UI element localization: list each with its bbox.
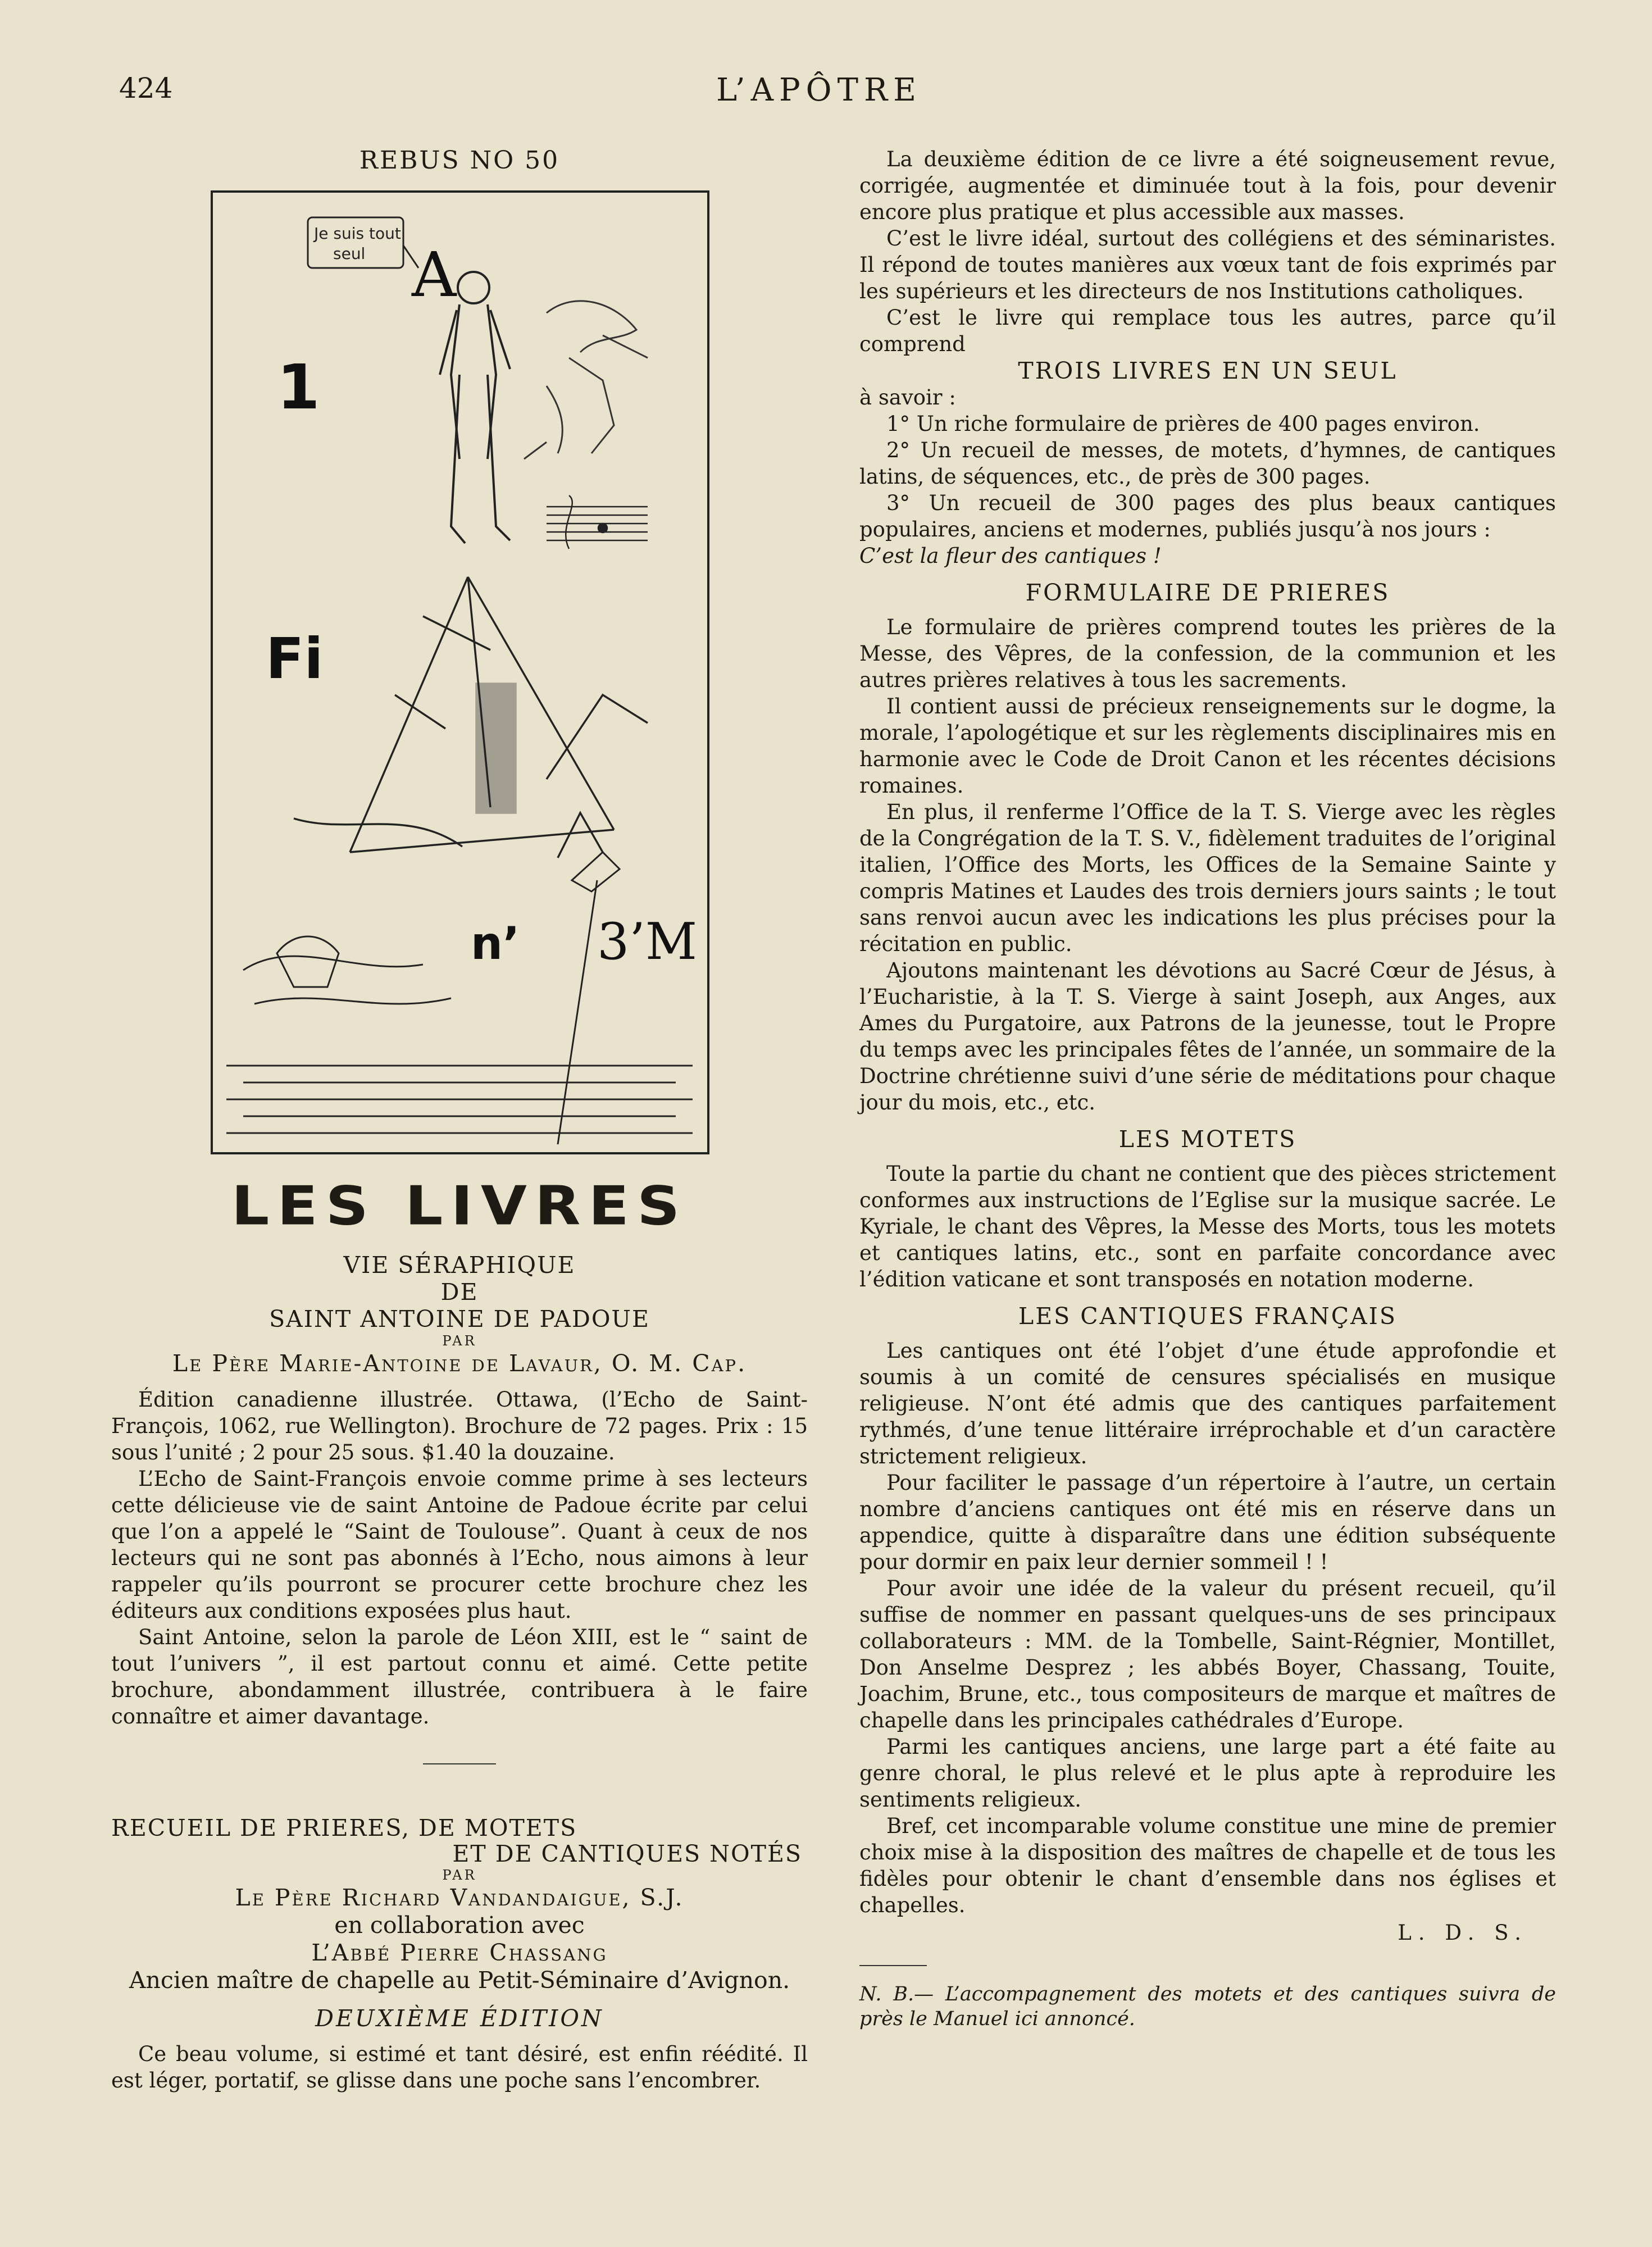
vie-title-1: VIE SÉRAPHIQUE [343,1252,576,1279]
standing-man [440,272,510,543]
recueil-paragraph-1: Ce beau volume, si estimé et tant désiré, est enfin réédité. Il est léger, portatif, se glisse dans une poche sans l’encombrer. [111,2042,808,2093]
formulaire-paragraph-2: Il contient aussi de précieux renseignements sur le dogme, la morale, l’apologétique et sur les règlements disciplinaires mis en harmonie avec le Code de Droit Canon et les récentes décisions romaines. [859,694,1556,798]
left-column [111,146,808,2094]
right-column [859,146,1556,2031]
right-paragraph-1: La deuxième édition de ce livre a été soigneusement revue, corrigée, augmentée et diminuée tout à la fois, pour devenir encore plus pratique et plus accessible aux masses. [859,147,1556,224]
formulaire-paragraph-3: En plus, il renferme l’Office de la T. S. Vierge avec les règles de la Congrégation de la T. S. V., fidèlement traduites de l’original italien, l’Office des Morts, les Offices de la Semaine Sainte y compris Matines et Laudes des trois derniers jours saints ; le tout sans renvoi aucun avec les indications les plus précises pour la récitation en public. [859,800,1556,956]
speech-bubble-text-1: Je suis tout [314,224,401,243]
vie-paragraph-1: Édition canadienne illustrée. Ottawa, (l’Echo de Saint-François, 1062, rue Wellington). Brochure de 72 pages. Prix : 15 sous l’unité ; 2 pour 25 sous. $1.40 la douzaine. [111,1388,808,1464]
recueil-author: Le Père Richard Vandandaigue, S.J. [235,1884,684,1911]
list-item-1: 1° Un riche formulaire de prières de 400 pages environ. [886,412,1480,436]
recueil-coauthor-title: Ancien maître de chapelle au Petit-Séminaire d’Avignon. [129,1967,790,1994]
rebus-title: REBUS NO 50 [359,146,560,175]
recueil-edition: DEUXIÈME ÉDITION [315,2005,604,2032]
footnote-nb: N. B.— L’accompagnement des motets et des cantiques suivra de près le Manuel ici annoncé. [859,1983,1556,2030]
rebus-letter-a: A [412,239,457,311]
motets-paragraph-1: Toute la partie du chant ne contient que des pièces strictement conformes aux instructions de l’Eglise sur la musique sacrée. Le Kyriale, le chant des Vêpres, la Messe des Morts, tous les motets et cantiques latins, etc., sont en parfaite concordance avec l’édition vaticane et sont transposés en notation moderne. [859,1162,1556,1291]
vie-paragraph-3: Saint Antoine, selon la parole de Léon XIII, est le “ saint de tout l’univers ”, il est partout connu et aimé. Cette petite brochure, abondamment illustrée, contribuera à le faire connaître et aimer davantage. [111,1625,808,1729]
trois-livres-heading: TROIS LIVRES EN UN SEUL [1018,357,1398,384]
books-heading: LES LIVRES [231,1175,688,1237]
vie-title-2: DE [440,1279,479,1306]
rebus-syllable-fi: Fi [266,626,324,692]
vie-author: Le Père Marie-Antoine de Lavaur, O. M. Cap. [172,1350,747,1377]
cantiques-paragraph-1: Les cantiques ont été l’objet d’une étude approfondie et soumis à un comité de censures spécialisés en musique religieuse. N’ont été admis que des cantiques parfaitement rythmés, d’une tenue littéraire irréprochable et d’un caractère strictement religieux. [859,1339,1556,1468]
tent-drawing [294,577,648,858]
vie-title-3: SAINT ANTOINE DE PADOUE [269,1306,650,1332]
list-item-3: 3° Un recueil de 300 pages des plus beaux cantiques populaires, anciens et modernes, publiés jusqu’à nos jours : [859,491,1556,542]
vie-paragraph-2: L’Echo de Saint-François envoie comme prime à ses lecteurs cette délicieuse vie de saint Antoine de Padoue écrite par celui que l’on a appelé le “Saint de Toulouse”. Quant à ceux de nos lecteurs qui ne sont pas abonnés à l’Echo, nous aimons à leur rappeler qu’ils pourront se procurer cette brochure chez les éditeurs aux conditions exposées plus haut. [111,1467,808,1623]
formulaire-paragraph-4: Ajoutons maintenant les dévotions au Sacré Cœur de Jésus, à l’Eucharistie, à la T. S. Vierge à saint Joseph, aux Anges, aux Ames du Purgatoire, aux Patrons de la jeunesse, tout le Propre du temps avec les principales fêtes de l’année, un sommaire de la Doctrine chrétienne suivi d’une série de méditations pour chaque jour du mois, etc., etc. [859,958,1556,1115]
speech-bubble-text-2: seul [333,244,366,263]
signature: L. D. S. [1398,1921,1528,1945]
vie-par: PAR [442,1333,477,1349]
rebus-glyph-3m: 3’M [597,912,698,971]
cantiques-paragraph-4: Parmi les cantiques anciens, une large part a été faite au genre choral, le plus relevé et le plus apte à reproduire les sentiments religieux. [859,1735,1556,1812]
cantiques-paragraph-2: Pour faciliter le passage d’un répertoire à l’autre, un certain nombre d’anciens cantiques ont été mis en réserve dans un appendice, quitte à disparaître dans une édition subséquente pour dormir en paix leur dernier sommeil ! ! [859,1471,1556,1574]
rebus-digit-one: 1 [277,351,320,423]
page-number: 424 [119,72,173,104]
recueil-par: PAR [442,1867,477,1883]
footnote-rule [859,1965,927,1966]
cantiques-paragraph-3: Pour avoir une idée de la valeur du présent recueil, qu’il suffise de nommer en passant quelques-uns de ses principaux collaborateurs : MM. de la Tombelle, Saint-Régnier, Montillet, Don Anselme Desprez ; les abbés Boyer, Chassang, Touite, Joachim, Brune, etc., tous compositeurs de marque et maîtres de chapelle dans les principales cathédrales d’Europe. [859,1576,1556,1732]
music-staff [547,495,648,549]
recueil-title-line-2: ET DE CANTIQUES NOTÉS [452,1840,802,1867]
right-paragraph-3: C’est le livre qui remplace tous les autres, parce qu’il comprend [859,306,1556,356]
formulaire-heading: FORMULAIRE DE PRIERES [1025,579,1390,606]
cantiques-heading: LES CANTIQUES FRANÇAIS [1018,1303,1397,1330]
section-divider [423,1763,496,1764]
right-paragraph-2: C’est le livre idéal, surtout des collégiens et des séminaristes. Il répond de toutes manières aux vœux tant de fois exprimés par les supérieurs et les directeurs de nos Institutions catholiques. [859,226,1556,303]
list-item-2: 2° Un recueil de messes, de motets, d’hymnes, de cantiques latins, de séquences, etc., de près de 300 pages. [859,438,1556,489]
motets-heading: LES MOTETS [1118,1126,1297,1153]
cantiques-paragraph-5: Bref, cet incomparable volume constitue une mine de premier choix mise à la disposition des maîtres de chapelle et de tous les fidèles pour obtenir le chant d’ensemble dans nos églises et chapelles. [859,1814,1556,1917]
formulaire-paragraph-1: Le formulaire de prières comprend toutes les prières de la Messe, des Vêpres, de la confession, de la communion et les autres prières relatives à tous les sacrements. [859,615,1556,692]
recueil-title [111,1815,808,1867]
angel-sketch [524,301,648,459]
list-item-3-italic: C’est la fleur des cantiques ! [859,544,1162,568]
a-savoir: à savoir : [859,385,956,410]
recueil-coauthor: L’Abbé Pierre Chassang [311,1939,608,1966]
running-title: L’APÔTRE [716,72,922,108]
rebus-illustration [210,189,711,1156]
water-scene [226,852,693,1144]
recueil-collab: en collaboration avec [334,1912,585,1939]
recueil-title-line-1: RECUEIL DE PRIERES, DE MOTETS [111,1814,577,1841]
rebus-glyph-n: n’ [471,917,520,970]
